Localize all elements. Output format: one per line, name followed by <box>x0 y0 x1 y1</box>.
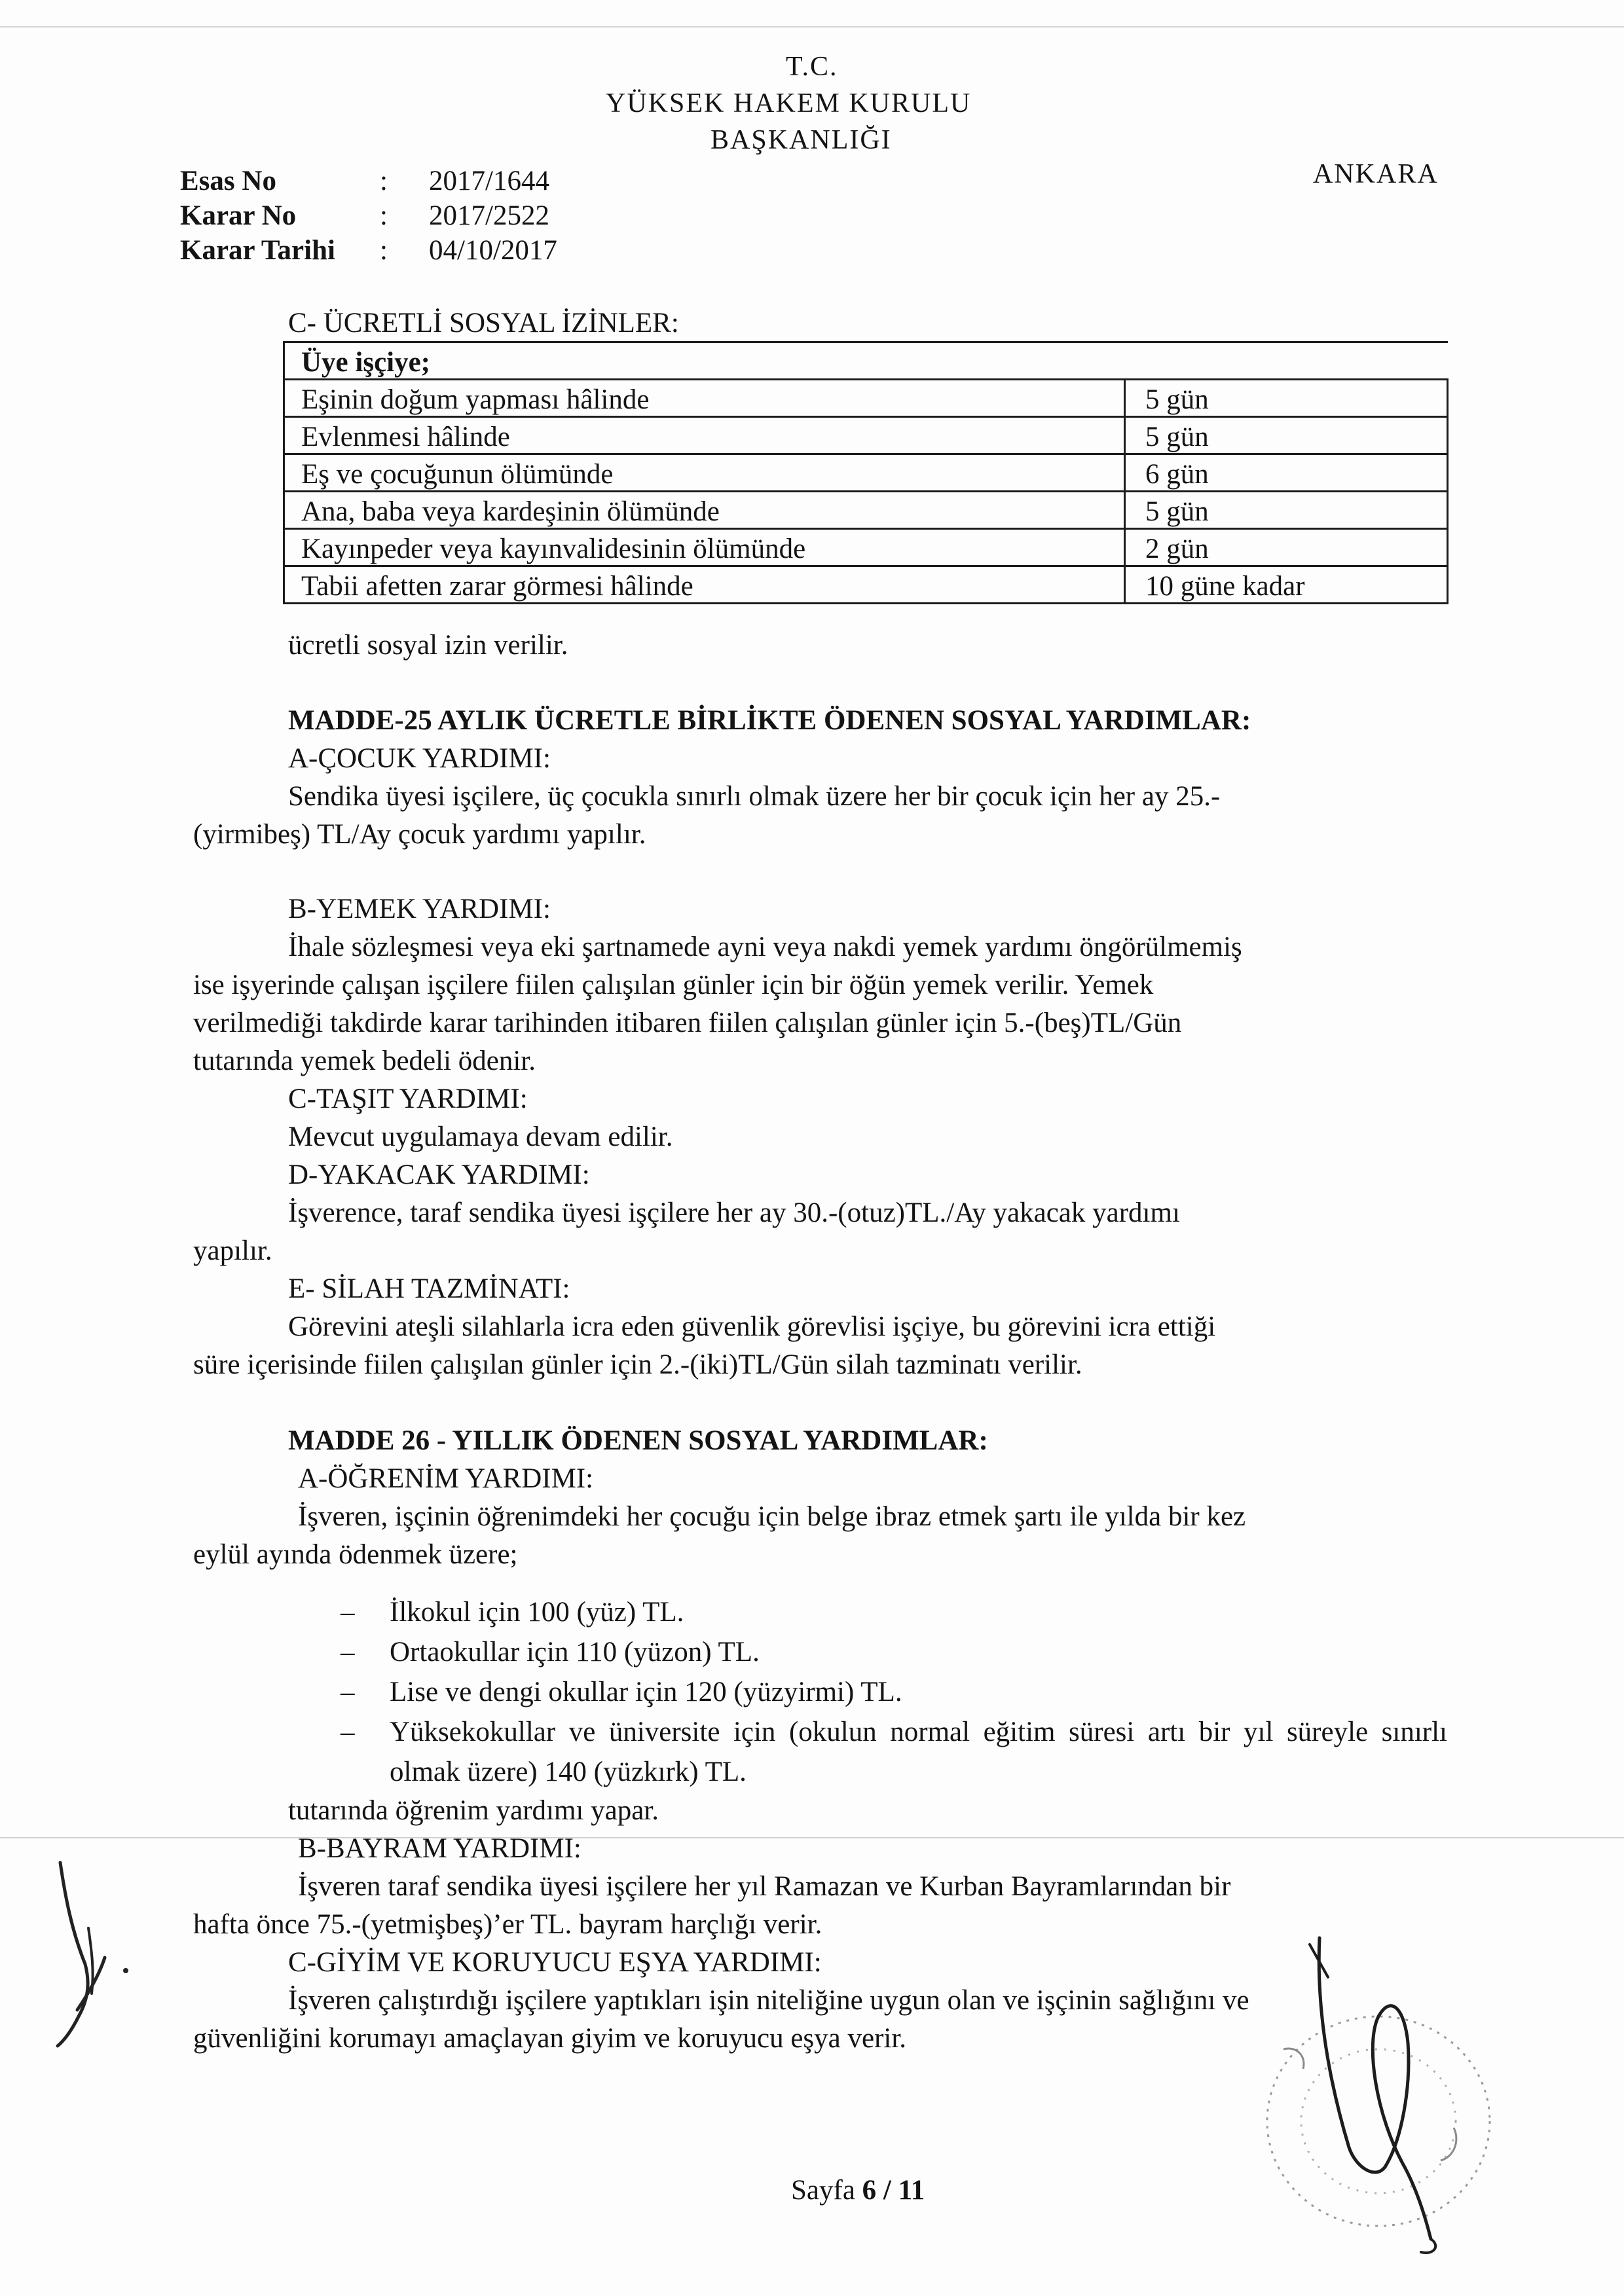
scan-line-middle <box>0 1837 1624 1838</box>
leave-reason: Eşinin doğum yapması hâlinde <box>284 380 1125 417</box>
madde25-b-line1: İhale sözleşmesi veya eki şartnamede ayni veya nakdi yemek yardımı öngörülmemiş <box>288 932 1242 962</box>
madde25-a-line2: (yirmibeş) TL/Ay çocuk yardımı yapılır. <box>193 819 646 850</box>
madde26-b-title: B-BAYRAM YARDIMI: <box>298 1833 581 1864</box>
madde25-b-line2: ise işyerinde çalışan işçilere fiilen çalışılan günler için bir öğün yemek verilir. Yemek <box>193 970 1154 1000</box>
madde25-d-line1: İşverence, taraf sendika üyesi işçilere her ay 30.-(otuz)TL./Ay yakacak yardımı <box>288 1197 1180 1228</box>
madde25-title: MADDE-25 AYLIK ÜCRETLE BİRLİKTE ÖDENEN SOSYAL YARDIMLAR: <box>288 705 1251 736</box>
header-institution: YÜKSEK HAKEM KURULU <box>606 88 972 118</box>
madde26-title: MADDE 26 - YILLIK ÖDENEN SOSYAL YARDIMLAR: <box>288 1425 988 1456</box>
leave-reason: Ana, baba veya kardeşinin ölümünde <box>284 492 1125 529</box>
case-info-key: Karar Tarihi <box>180 235 335 266</box>
page-separator: / <box>876 2175 898 2206</box>
madde25-e-title: E- SİLAH TAZMİNATI: <box>288 1273 570 1304</box>
leave-table <box>283 341 1449 604</box>
madde26-b-line1: İşveren taraf sendika üyesi işçilere her yıl Ramazan ve Kurban Bayramlarından bir <box>298 1871 1231 1902</box>
leave-days: 5 gün <box>1125 417 1448 454</box>
table-row <box>284 454 1448 492</box>
leave-reason: Evlenmesi hâlinde <box>284 417 1125 454</box>
madde25-c-text: Mevcut uygulamaya devam edilir. <box>288 1121 673 1152</box>
header-tc: T.C. <box>786 52 838 82</box>
madde25-a-title: A-ÇOCUK YARDIMI: <box>288 743 551 774</box>
leave-reason: Kayınpeder veya kayınvalidesinin ölümünde <box>284 529 1125 566</box>
case-info-value: 04/10/2017 <box>429 235 557 266</box>
case-info-sep: : <box>380 235 388 266</box>
leave-days: 5 gün <box>1125 492 1448 529</box>
table-header-row <box>284 342 1448 380</box>
madde25-d-title: D-YAKACAK YARDIMI: <box>288 1159 590 1190</box>
page-current: 6 <box>862 2175 877 2206</box>
leave-days: 2 gün <box>1125 529 1448 566</box>
case-info-value: 2017/2522 <box>429 200 549 231</box>
madde25-e-line2: süre içerisinde fiilen çalışılan günler için 2.-(iki)TL/Gün silah tazminatı verilir. <box>193 1349 1082 1380</box>
case-info-key: Karar No <box>180 200 297 231</box>
header-city: ANKARA <box>1313 159 1439 189</box>
table-row <box>284 380 1448 417</box>
table-row <box>284 492 1448 529</box>
page-label: Sayfa <box>791 2175 855 2206</box>
list-item: – İlkokul için 100 (yüz) TL. <box>341 1592 1447 1632</box>
leave-reason: Tabii afetten zarar görmesi hâlinde <box>284 566 1125 604</box>
madde25-c-title: C-TAŞIT YARDIMI: <box>288 1084 528 1114</box>
madde26-a-footer: tutarında öğrenim yardımı yapar. <box>288 1795 659 1826</box>
list-item: – Lise ve dengi okullar için 120 (yüzyirmi) TL. <box>341 1672 1447 1712</box>
madde26-a-line2: eylül ayında ödenmek üzere; <box>193 1539 518 1570</box>
section-c-title: C- ÜCRETLİ SOSYAL İZİNLER: <box>288 308 679 338</box>
leave-days: 6 gün <box>1125 454 1448 492</box>
madde25-b-line4: tutarında yemek bedeli ödenir. <box>193 1046 536 1076</box>
scan-line-top <box>0 26 1624 27</box>
section-c-footer: ücretli sosyal izin verilir. <box>288 630 568 661</box>
madde25-d-line2: yapılır. <box>193 1235 272 1266</box>
signature-left-margin <box>26 1859 157 2056</box>
madde26-a-title: A-ÖĞRENİM YARDIMI: <box>298 1463 594 1494</box>
madde25-b-title: B-YEMEK YARDIMI: <box>288 894 551 924</box>
header-presidency: BAŞKANLIĞI <box>710 125 892 155</box>
case-info-key: Esas No <box>180 166 276 196</box>
madde25-a-line1: Sendika üyesi işçilere, üç çocukla sınırlı olmak üzere her bir çocuk için her ay 25.- <box>288 781 1221 812</box>
madde26-b-line2: hafta önce 75.-(yetmişbeş)’er TL. bayram harçlığı verir. <box>193 1909 822 1940</box>
page-number <box>791 2174 925 2208</box>
list-item: – Yüksekokullar ve üniversite için (okulun normal eğitim süresi artı bir yıl süreyle sınırlı olmak üzere) 140 (yüzkırk) TL. <box>341 1712 1447 1792</box>
table-header: Üye işçiye; <box>284 342 1448 380</box>
table-row <box>284 566 1448 604</box>
leave-reason: Eş ve çocuğunun ölümünde <box>284 454 1125 492</box>
education-aid-list <box>341 1592 1447 1792</box>
leave-days: 10 güne kadar <box>1125 566 1448 604</box>
madde26-c-title: C-GİYİM VE KORUYUCU EŞYA YARDIMI: <box>288 1947 822 1978</box>
list-item: – Ortaokullar için 110 (yüzon) TL. <box>341 1632 1447 1672</box>
case-info-value: 2017/1644 <box>429 166 549 196</box>
madde25-b-line3: verilmediği takdirde karar tarihinden itibaren fiilen çalışılan günler için 5.-(beş)TL/Gün <box>193 1008 1182 1038</box>
madde26-a-line1: İşveren, işçinin öğrenimdeki her çocuğu için belge ibraz etmek şartı ile yılda bir kez <box>298 1501 1246 1532</box>
madde26-c-line2: güvenliğini korumayı amaçlayan giyim ve koruyucu eşya verir. <box>193 2023 907 2054</box>
leave-days: 5 gün <box>1125 380 1448 417</box>
page-total: 11 <box>898 2175 925 2206</box>
madde25-e-line1: Görevini ateşli silahlarla icra eden güvenlik görevlisi işçiye, bu görevini icra ettiği <box>288 1311 1216 1342</box>
stamp-and-signature <box>1244 1931 1519 2259</box>
case-info-sep: : <box>380 166 388 196</box>
madde26-c-line1: İşveren çalıştırdığı işçilere yaptıkları işin niteliğine uygun olan ve işçinin sağlığını ve <box>288 1985 1249 2016</box>
case-info-sep: : <box>380 200 388 231</box>
table-row <box>284 417 1448 454</box>
table-row <box>284 529 1448 566</box>
